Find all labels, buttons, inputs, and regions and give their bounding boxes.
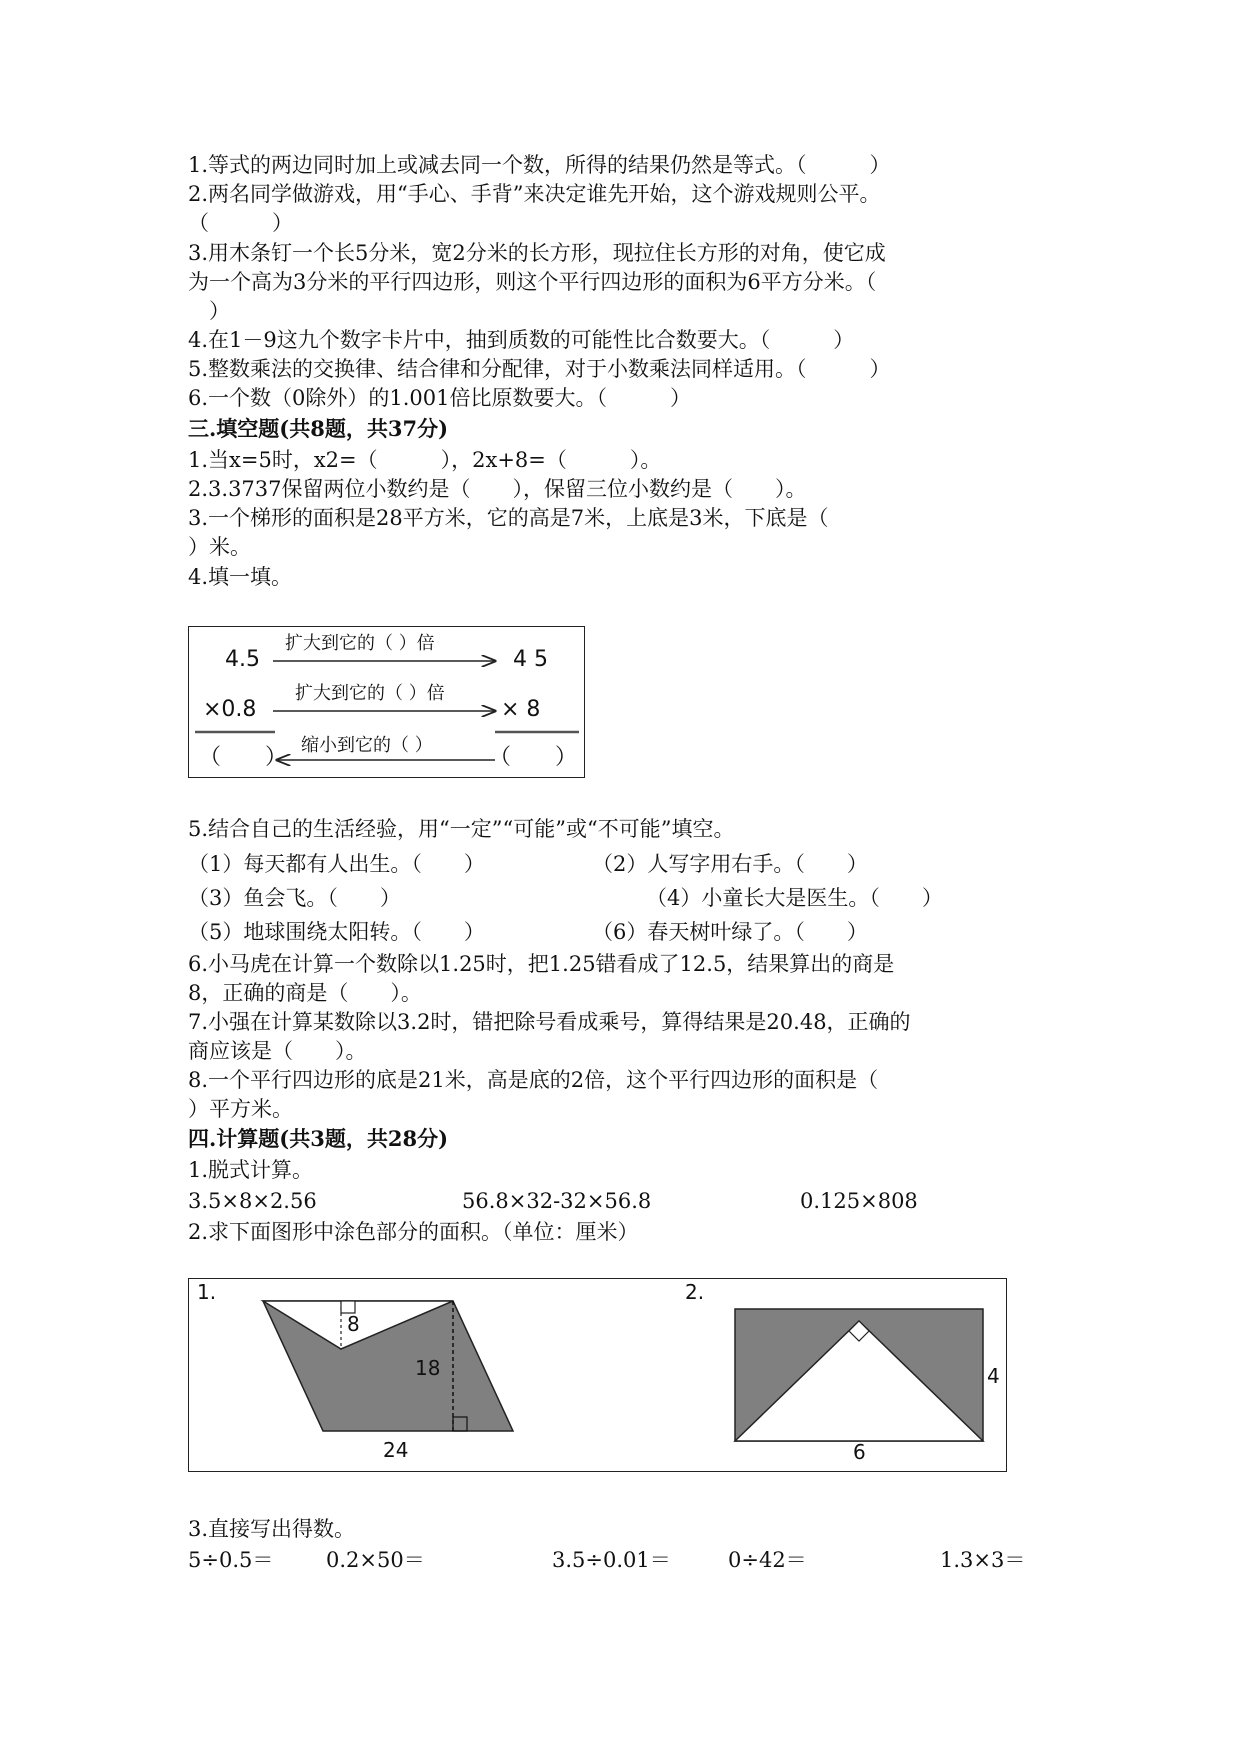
judge-item-4: 4.在1－9这九个数字卡片中，抽到质数的可能性比合数要大。（ ） [188,328,855,352]
num-4-5: 4.5 [225,647,260,672]
calc-q3-item-2: 0.2×50＝ [326,1548,425,1572]
fig1-dim-18: 18 [415,1356,441,1380]
blank-right: （ ） [489,745,578,770]
fig2-dim-6: 6 [853,1440,866,1464]
blank-left: （ ） [199,745,288,770]
calc-q3-item-5: 1.3×3＝ [940,1548,1026,1572]
calc-q1: 1.脱式计算。 [188,1158,314,1182]
area-figures [189,1279,1006,1471]
judge-item-6: 6.一个数（0除外）的1.001倍比原数要大。（ ） [188,386,692,410]
fill-q7: 7.小强在计算某数除以3.2时，错把除号看成乘号，算得结果是20.48，正确的 [188,1010,911,1034]
num-times-0-8: ×0.8 [203,697,257,722]
fill-q5-item-3: （3）鱼会飞。（ ） [188,886,401,910]
fill-q3: 3.一个梯形的面积是28平方米，它的高是7米，上底是3米，下底是（ [188,506,829,530]
section-heading-calc: 四.计算题(共3题，共28分) [188,1126,449,1151]
calc-q1-item-1: 3.5×8×2.56 [188,1189,317,1213]
calc-q3-item-4: 0÷42＝ [728,1548,807,1572]
fill-q5-item-2: （2）人写字用右手。（ ） [592,852,868,876]
fig1-label: 1. [197,1280,217,1304]
fig1-dim-24: 24 [383,1438,409,1462]
calc-q3-item-1: 5÷0.5＝ [188,1548,274,1572]
judge-item-2: 2.两名同学做游戏，用“手心、手背”来决定谁先开始，这个游戏规则公平。 [188,182,881,206]
fig2-dim-4: 4 [987,1364,1000,1388]
judge-item-1: 1.等式的两边同时加上或减去同一个数，所得的结果仍然是等式。（ ） [188,153,891,177]
fill-q8: 8.一个平行四边形的底是21米，高是底的2倍，这个平行四边形的面积是（ [188,1068,879,1092]
fig1-dim-8: 8 [347,1312,360,1336]
section-heading-fill: 三.填空题(共8题，共37分) [188,416,449,441]
fill-q1: 1.当x=5时，x2=（ ），2x+8=（ ）。 [188,448,662,472]
arrow-label-2: 扩大到它的（ ）倍 [295,683,445,704]
judge-item-2-blank: （ ） [188,211,293,235]
area-figures-box [188,1278,1007,1472]
judge-item-3-blank: ） [188,299,230,323]
fill-q4: 4.填一填。 [188,565,293,589]
fill-q5-item-1: （1）每天都有人出生。（ ） [188,852,485,876]
fill-q5: 5.结合自己的生活经验，用“一定”“可能”或“不可能”填空。 [188,817,735,841]
fill-q3-cont: ）米。 [188,535,251,559]
fill-q7-cont: 商应该是（ ）。 [188,1039,367,1063]
fig2-label: 2. [685,1280,705,1304]
fill-q5-item-4: （4）小童长大是医生。（ ） [646,886,943,910]
judge-item-5: 5.整数乘法的交换律、结合律和分配律，对于小数乘法同样适用。（ ） [188,357,891,381]
multiplication-diagram-box [188,626,585,778]
num-45: 4 5 [513,647,548,672]
fill-q5-item-6: （6）春天树叶绿了。（ ） [592,920,868,944]
arrow-label-3: 缩小到它的（ ） [301,735,433,756]
calc-q2: 2.求下面图形中涂色部分的面积。（单位：厘米） [188,1220,639,1244]
fill-q2: 2.3.3737保留两位小数约是（ ），保留三位小数约是（ ）。 [188,477,807,501]
num-times-8: × 8 [501,697,541,722]
calc-q1-item-2: 56.8×32-32×56.8 [462,1189,652,1213]
calc-q3: 3.直接写出得数。 [188,1517,356,1541]
fill-q6: 6.小马虎在计算一个数除以1.25时，把1.25错看成了12.5，结果算出的商是 [188,952,895,976]
fill-q8-cont: ）平方米。 [188,1097,293,1121]
fill-q5-item-5: （5）地球围绕太阳转。（ ） [188,920,485,944]
judge-item-3: 3.用木条钉一个长5分米，宽2分米的长方形，现拉住长方形的对角，使它成 [188,241,886,265]
calc-q1-item-3: 0.125×808 [800,1189,918,1213]
calc-q3-item-3: 3.5÷0.01＝ [552,1548,671,1572]
fill-q6-cont: 8，正确的商是（ ）。 [188,981,422,1005]
arrow-label-1: 扩大到它的（ ）倍 [285,633,435,654]
judge-item-3-cont: 为一个高为3分米的平行四边形，则这个平行四边形的面积为6平方分米。（ [188,270,877,294]
